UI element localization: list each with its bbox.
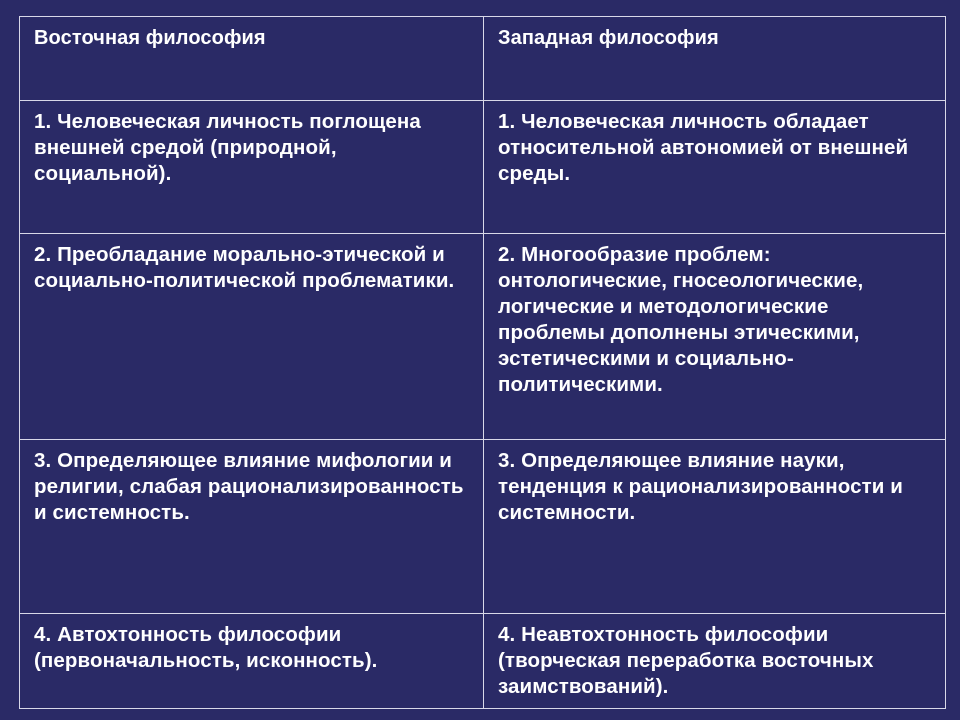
header-western-philosophy: Западная философия — [484, 17, 946, 101]
table-row — [20, 234, 946, 440]
table-row — [20, 101, 946, 234]
table-row — [20, 440, 946, 614]
eastern-cell: 1. Человеческая личность поглощена внешней средой (природной, социальной). — [20, 101, 484, 234]
western-cell: 3. Определяющее влияние науки, тенденция к рационализированности и системности. — [484, 440, 946, 614]
western-cell: 4. Неавтохтонность философии (творческая переработка восточных заимствований). — [484, 614, 946, 709]
western-cell: 1. Человеческая личность обладает относительной автономией от внешней среды. — [484, 101, 946, 234]
eastern-cell: 4. Автохтонность философии (первоначальность, исконность). — [20, 614, 484, 709]
table-row — [20, 614, 946, 709]
header-eastern-philosophy: Восточная философия — [20, 17, 484, 101]
table-header-row — [20, 17, 946, 101]
eastern-cell: 2. Преобладание морально-этической и социально-политической проблематики. — [20, 234, 484, 440]
western-cell: 2. Многообразие проблем: онтологические, гносеологические, логические и методологические проблемы дополнены этическими, эстетическими и социально-политическими. — [484, 234, 946, 440]
philosophy-comparison-table — [19, 16, 946, 709]
eastern-cell: 3. Определяющее влияние мифологии и религии, слабая рационализированность и системность. — [20, 440, 484, 614]
